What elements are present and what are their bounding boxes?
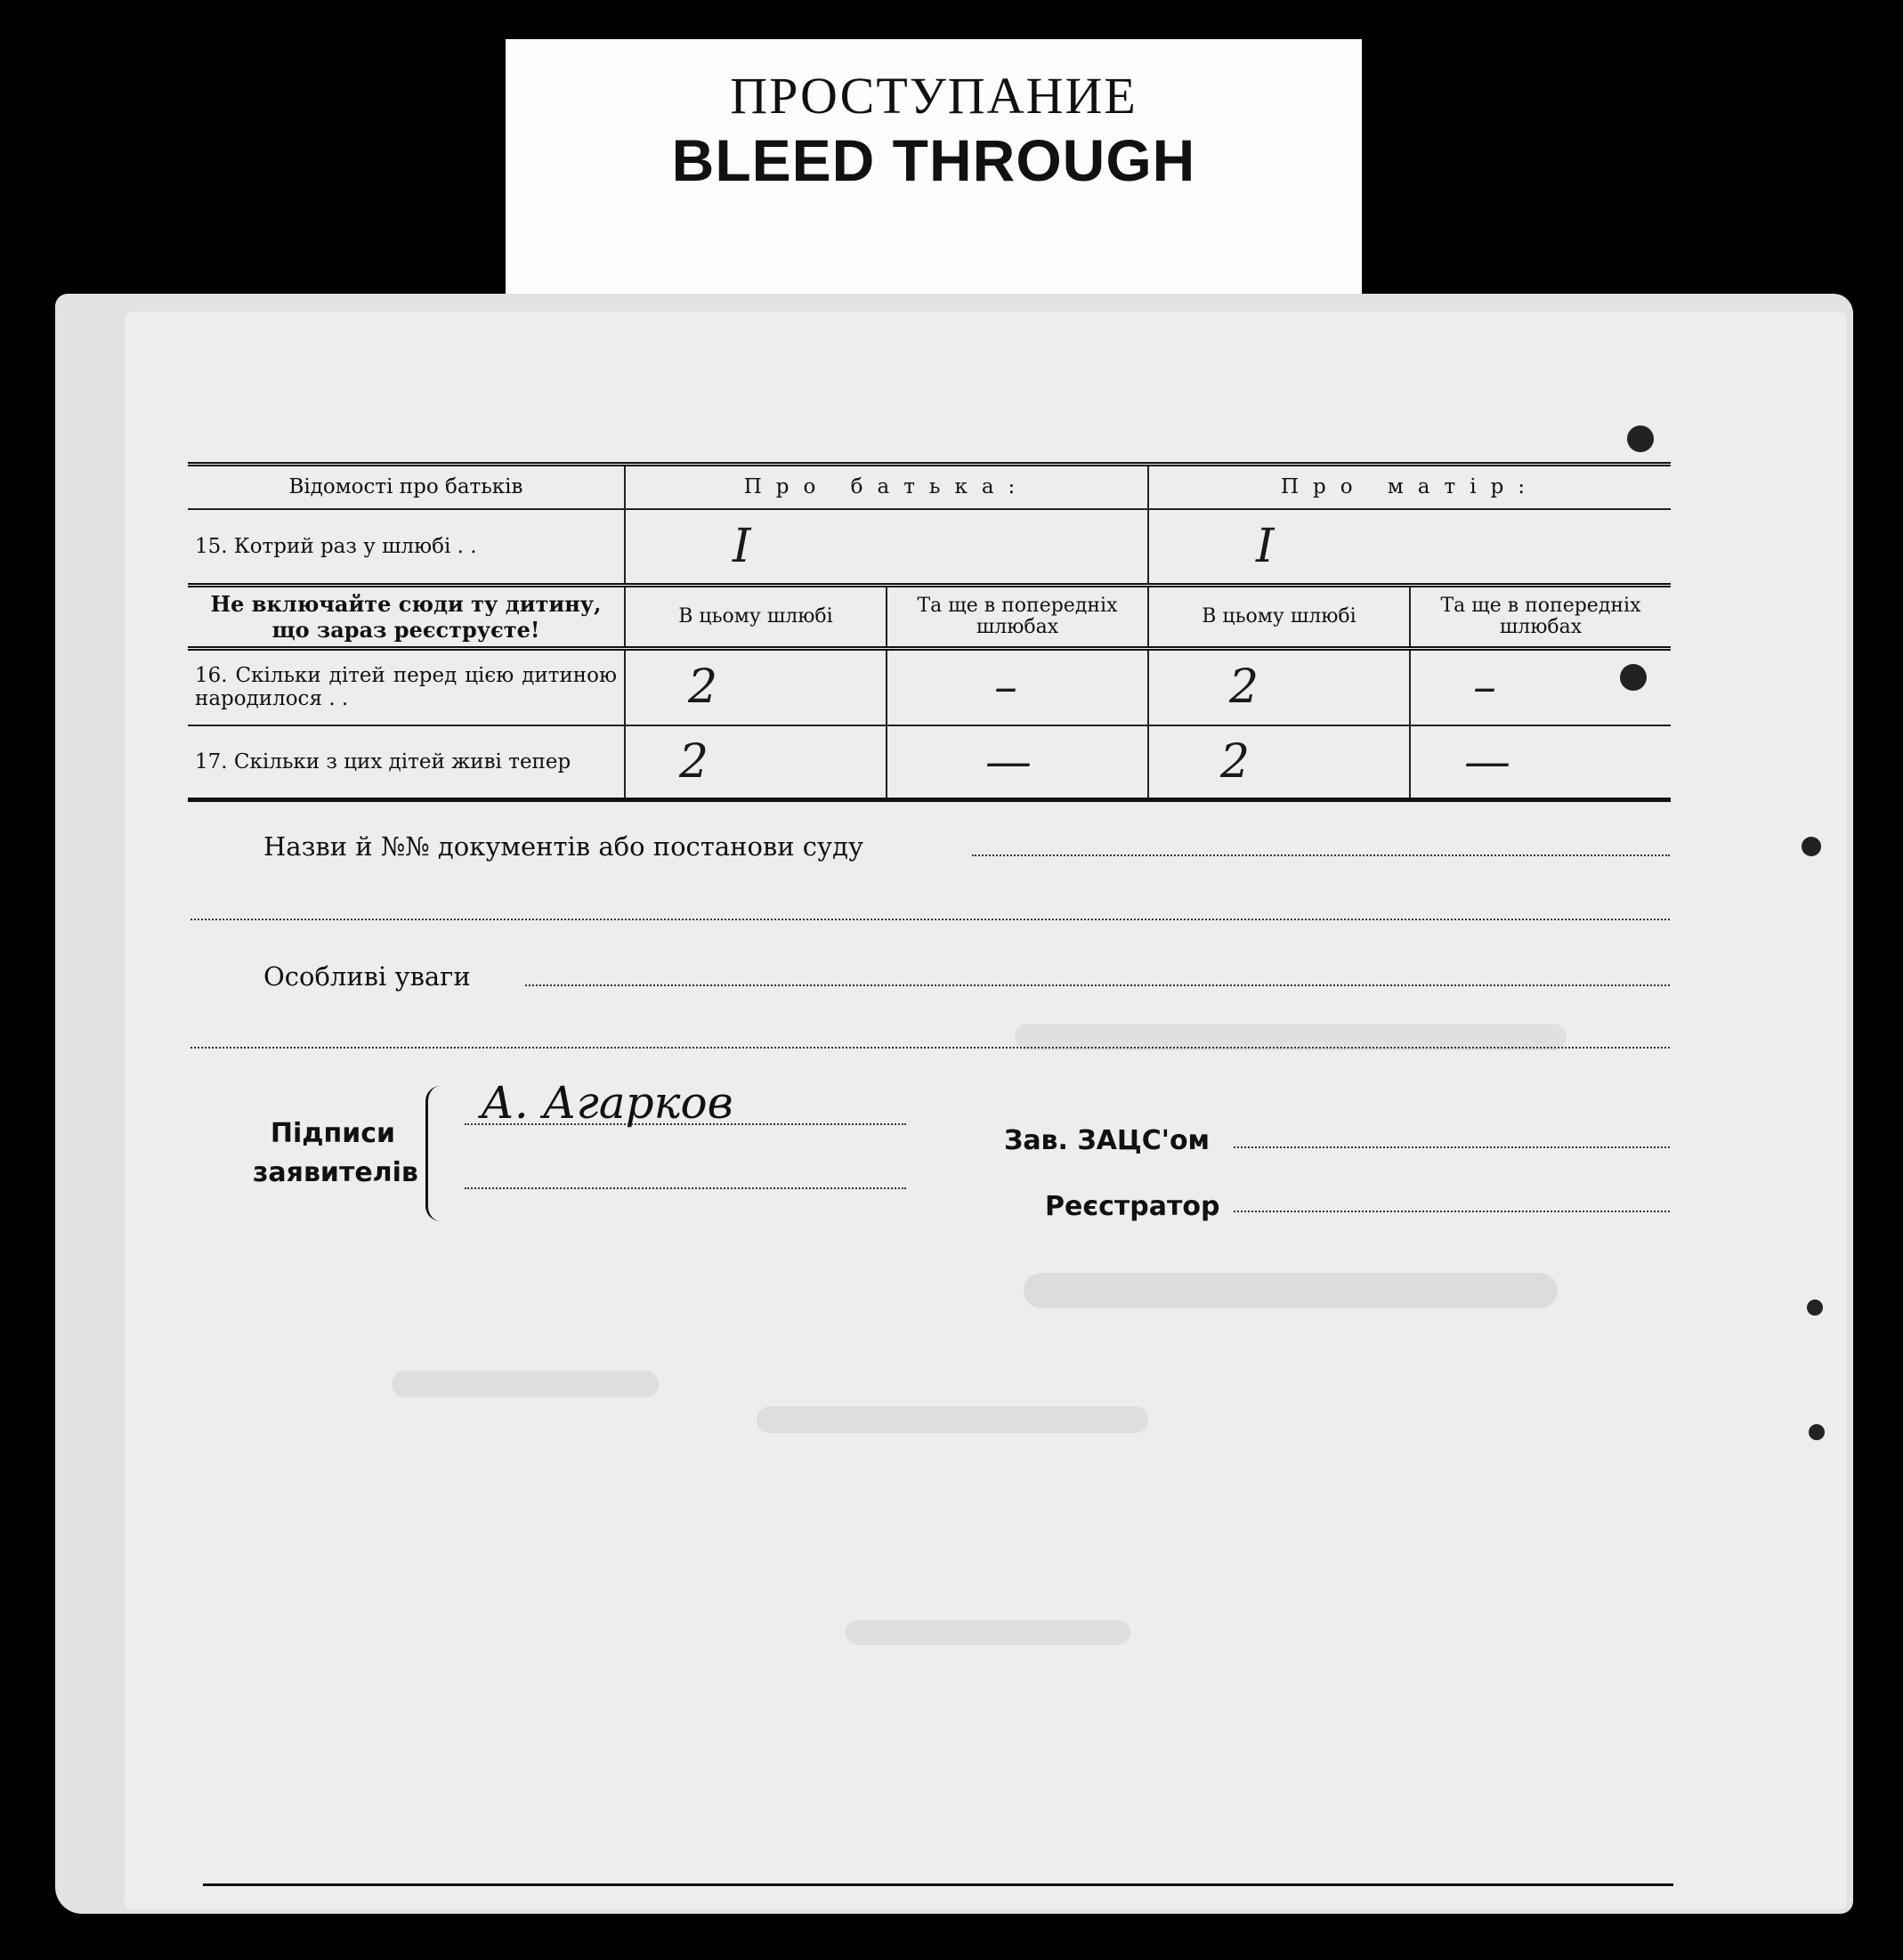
applicants-label-line-1: Підписи <box>270 1118 396 1149</box>
row15-mother-handwriting: I <box>1256 519 1275 573</box>
applicant-signature: А. Агарков <box>481 1077 733 1129</box>
header-about-mother: Про матір: <box>1148 465 1671 509</box>
bleed-through-shadow <box>392 1371 659 1397</box>
signature-line-2 <box>465 1187 906 1189</box>
documents-line-2 <box>190 919 1670 920</box>
remarks-label: Особливі уваги <box>263 961 471 992</box>
row15-mother-value <box>1148 509 1671 586</box>
punch-hole <box>1807 1300 1823 1316</box>
signature-line-1 <box>465 1123 906 1125</box>
remarks-line-1 <box>525 984 1670 986</box>
header-parents-info: Відомості про батьків <box>188 465 625 509</box>
punch-hole <box>1627 425 1654 452</box>
row16-label: 16. Скільки дітей перед цією дитиною народилося . . <box>188 649 625 725</box>
applicants-signatures-label <box>253 1114 418 1193</box>
header-previous-marriages-father: Та ще в попередніх шлюбах <box>887 586 1148 649</box>
row16-father-this <box>625 649 887 725</box>
row15-father-handwriting: I <box>733 519 751 573</box>
header-previous-marriages-mother: Та ще в попередніх шлюбах <box>1410 586 1671 649</box>
label-russian: ПРОСТУПАНИЕ <box>730 67 1138 125</box>
row15-father-value <box>625 509 1148 586</box>
row16-father-prev <box>887 649 1148 725</box>
documents-line-1 <box>972 854 1670 856</box>
header-about-father: Про батька: <box>625 465 1148 509</box>
punch-hole <box>1809 1424 1825 1440</box>
punch-hole <box>1620 664 1647 691</box>
header-this-marriage-mother: В цьому шлюбі <box>1148 586 1410 649</box>
row17-father-prev <box>887 725 1148 800</box>
label-english: BLEED THROUGH <box>671 127 1196 193</box>
remarks-line-2 <box>190 1047 1670 1049</box>
row16-mother-this-handwriting: 2 <box>1229 660 1259 715</box>
row16-father-this-handwriting: 2 <box>688 660 718 715</box>
row17-father-prev-handwriting: — <box>985 734 1032 789</box>
punch-hole <box>1802 837 1821 856</box>
row17-father-this-handwriting: 2 <box>679 734 709 789</box>
bleed-through-shadow <box>757 1406 1148 1433</box>
brace-bracket <box>425 1086 441 1221</box>
row17-mother-prev <box>1410 725 1671 800</box>
row16-mother-this <box>1148 649 1410 725</box>
bottom-rule <box>203 1883 1673 1886</box>
documents-label: Назви й №№ документів або постанови суду <box>263 831 864 862</box>
bleed-through-shadow <box>846 1620 1130 1645</box>
warning-exclude-child: Не включайте сюди ту дитину, що зараз реєструєте! <box>188 586 625 649</box>
row17-father-this <box>625 725 887 800</box>
head-of-registry-line <box>1234 1146 1670 1148</box>
row16-father-prev-handwriting: – <box>994 660 1017 715</box>
row16-mother-prev-handwriting: – <box>1473 660 1496 715</box>
row17-mother-prev-handwriting: — <box>1464 734 1510 789</box>
row17-label: 17. Скільки з цих дітей живі тепер <box>188 725 625 800</box>
row17-mother-this-handwriting: 2 <box>1220 734 1251 789</box>
row17-mother-this <box>1148 725 1410 800</box>
header-this-marriage-father: В цьому шлюбі <box>625 586 887 649</box>
registrar-label: Реєстратор <box>1045 1191 1220 1222</box>
registrar-line <box>1234 1211 1670 1212</box>
head-of-registry-label: Зав. ЗАЦС'ом <box>1004 1125 1211 1156</box>
bleed-through-shadow <box>1024 1273 1558 1308</box>
parents-info-table <box>188 462 1671 802</box>
bleed-through-label-card <box>506 39 1362 297</box>
row15-label: 15. Котрий раз у шлюбі . . <box>188 509 625 586</box>
applicants-label-line-2: заявителів <box>253 1157 418 1188</box>
